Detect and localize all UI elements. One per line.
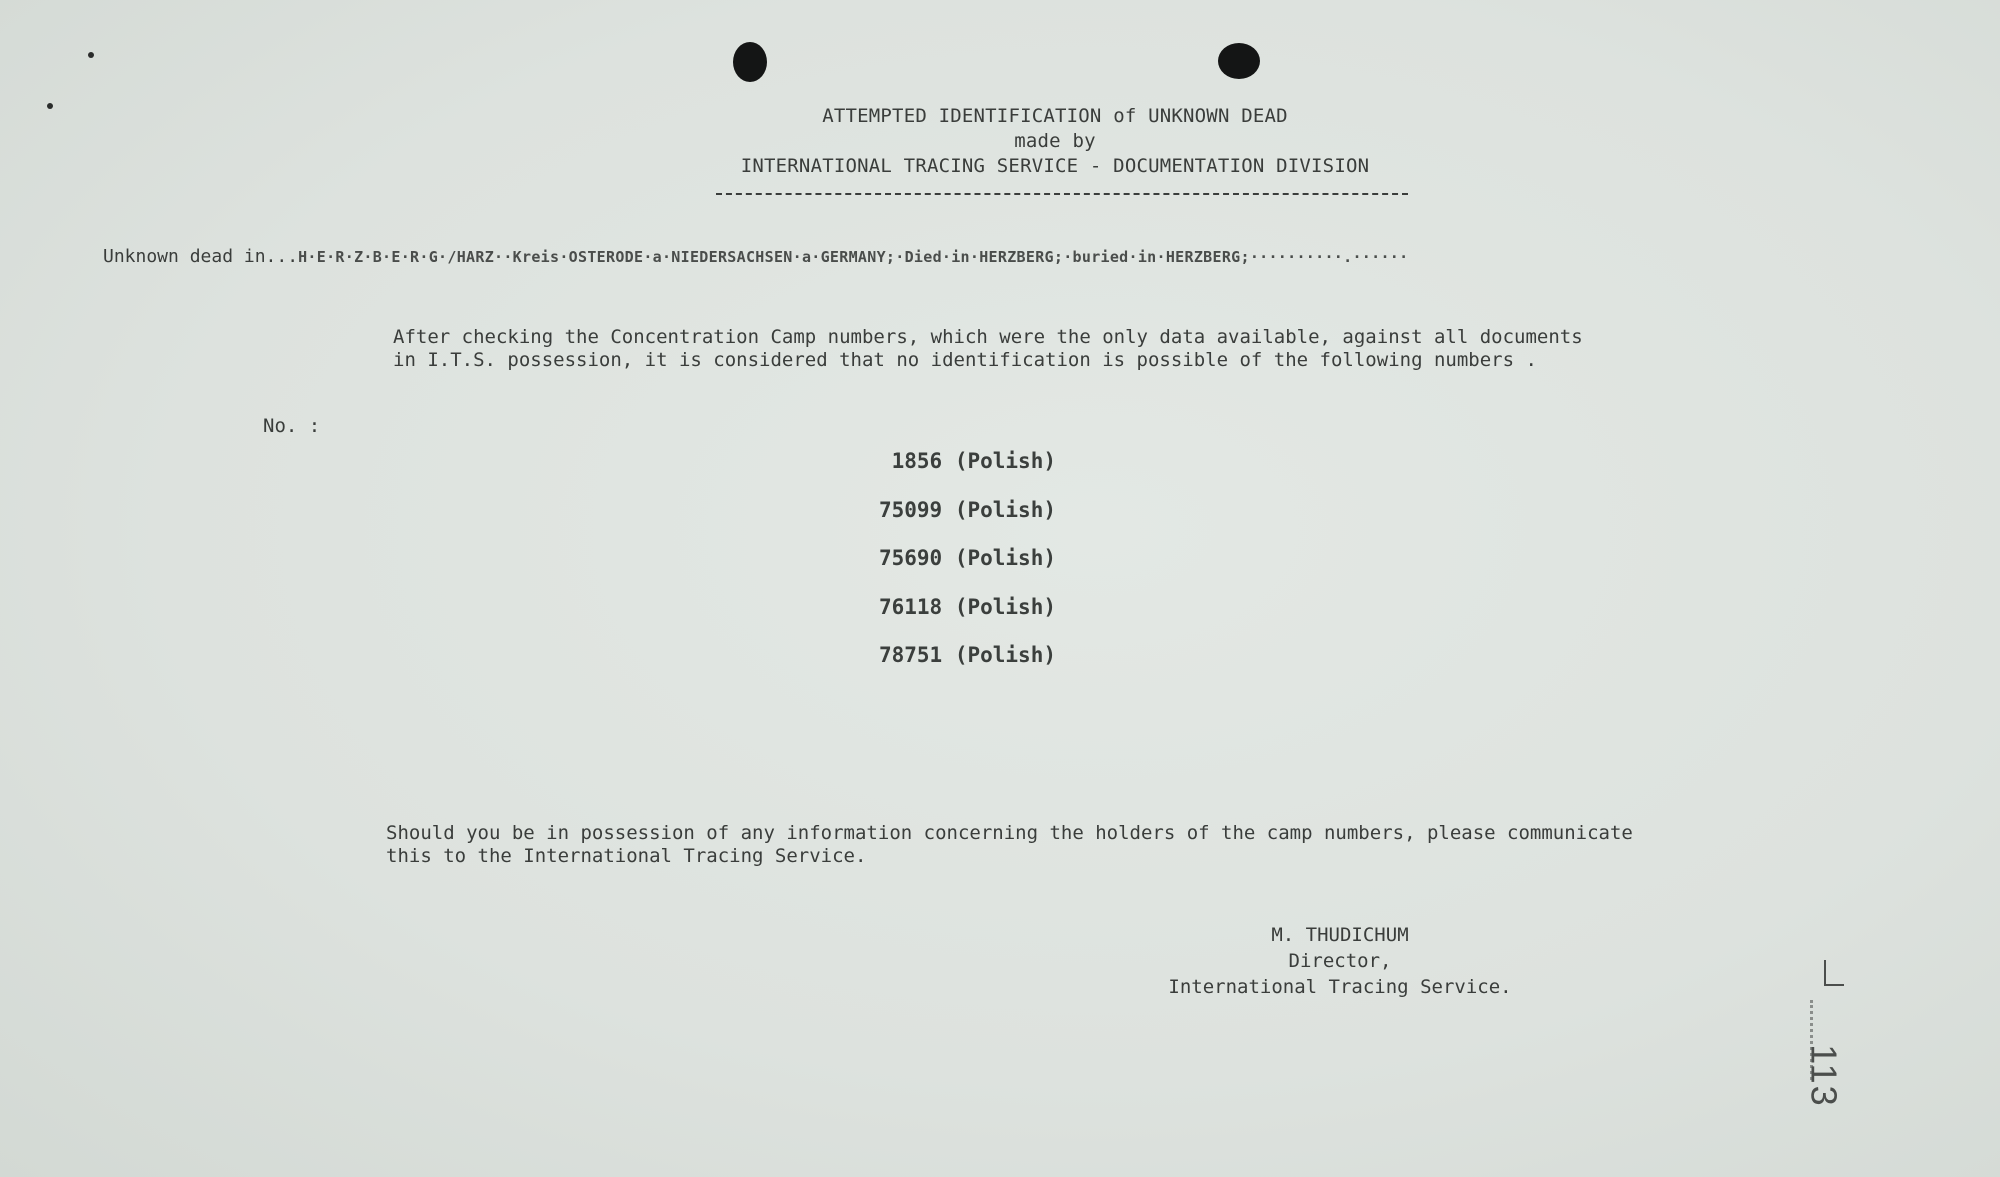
unknown-dead-prefix: Unknown dead in... [103, 246, 299, 267]
camp-numbers-list [876, 449, 1176, 692]
stamp-number: 113 [1803, 1044, 1845, 1108]
unknown-dead-line [103, 246, 1873, 268]
closing-paragraph: Should you be in possession of any information concerning the holders of the camp numbers, please communicate this to the International Tracing Service. [386, 822, 1633, 867]
paper-speck [47, 103, 53, 109]
document-header [700, 104, 1410, 179]
punch-hole-left [733, 42, 767, 82]
signature-block [1140, 922, 1540, 1000]
stamp-mark [1824, 984, 1844, 986]
camp-number-item: 75099 (Polish) [878, 497, 1056, 522]
signatory-name: M. THUDICHUM [1271, 924, 1409, 946]
punch-hole-right [1218, 43, 1260, 79]
unknown-dead-place: H·E·R·Z·B·E·R·G·/HARZ··Kreis·OSTERODE·a·NIEDERSACHSEN·a·GERMANY;·Died·in·HERZBERG;·buried·in·HERZBERG;··········.······ [298, 248, 1409, 266]
header-made-by: made by [1014, 130, 1096, 152]
header-organization: INTERNATIONAL TRACING SERVICE - DOCUMENTATION DIVISION [740, 155, 1370, 177]
camp-number-item: 75690 (Polish) [878, 546, 1056, 570]
paper-speck [88, 52, 94, 58]
intro-paragraph: After checking the Concentration Camp numbers, which were the only data available, against all documents in I.T.S. possession, it is considered that no identification is possible of the following numbers . [393, 326, 1583, 371]
signatory-organization: International Tracing Service. [1168, 976, 1512, 998]
camp-number-item: 76118 (Polish) [878, 594, 1056, 619]
numbers-label: No. : [263, 415, 321, 437]
header-dashed-rule [716, 193, 1408, 195]
header-title: ATTEMPTED IDENTIFICATION of UNKNOWN DEAD [822, 105, 1288, 127]
stamp-mark [1824, 960, 1826, 986]
archive-stamp [1797, 960, 1857, 1160]
camp-number-item: 1856 (Polish) [891, 449, 1056, 473]
camp-number-item: 78751 (Polish) [878, 643, 1056, 667]
signatory-title: Director, [1288, 950, 1392, 972]
